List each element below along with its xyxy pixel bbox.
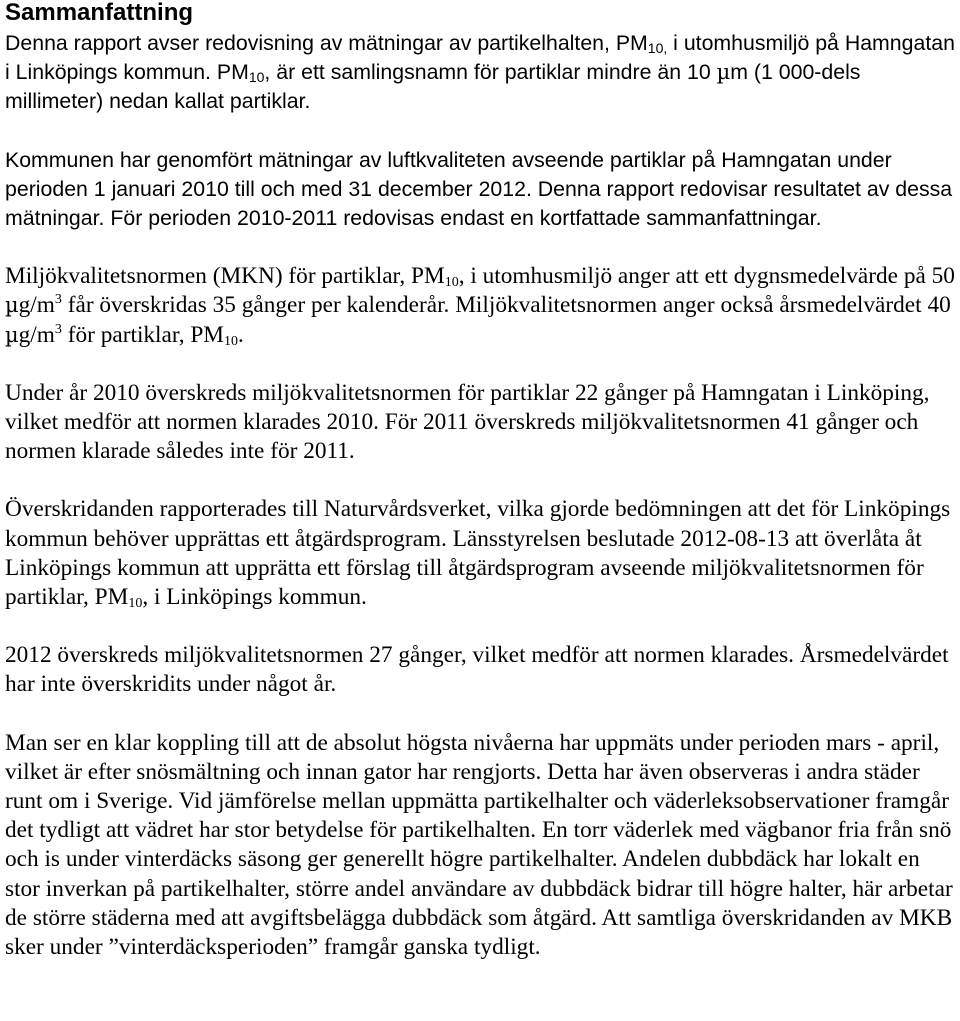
section-heading: Sammanfattning <box>5 0 194 26</box>
intro-text-c: , är ett samlingsnamn för partiklar mindre än 10 <box>264 60 717 85</box>
mkn-text-a: Miljökvalitetsnormen (MKN) för partiklar, PM <box>5 263 445 290</box>
mkn-text-b: , i utomhusmiljö anger att ett dygnsmedelvärde på 50 <box>458 263 955 290</box>
pm10-subscript: 10 <box>128 596 143 612</box>
action-text-a: Överskridanden rapporterades till Naturvårdsverket, vilka gjorde bedömningen att det för Linköpings kommun behöver upprättas ett åtgärdsprogram. Länsstyrelsen beslutade 2012-08-13 att överlåta åt Linköpings kommun att upprätta ett förslag till åtgärdsprogram avseende miljökvalitetsnormen för partiklar, PM <box>5 496 951 611</box>
mkn-text-e: g/m <box>18 321 55 348</box>
mkn-text-g: . <box>238 321 244 348</box>
document-page <box>5 0 955 991</box>
intro-text-a: Denna rapport avser redovisning av mätningar av partikelhalten, PM <box>5 31 648 55</box>
paragraph-seasonal-analysis: Man ser en klar koppling till att de absolut högsta nivåerna har uppmäts under perioden mars - april, vilket är efter snösmältning och innan gator har rengjorts. Detta har även observeras i andra städer runt om i Sverige. Vid jämförelse mellan uppmätta partikelhalter och väderleksobservationer framgår det tydligt att vädret har stor betydelse för partikelhalten. En torr väderlek med vägbanor fria från snö och is under vinterdäcks säsong ger generellt högre partikelhalter. Andelen dubbdäck har lokalt en stor inverkan på partikelhalter, större andel användare av dubbdäck bidrar till högre halter, här arbetar de större städerna med att avgiftsbelägga dubbdäck som åtgärd. Att samtliga överskridanden av MKB sker under ”vinterdäcksperioden” framgår ganska tydligt. <box>5 729 953 961</box>
cubic-superscript: 3 <box>54 321 62 337</box>
intro-text-d: m (1 000-dels millimeter) nedan kallat partiklar. <box>5 60 861 114</box>
intro-text-b: i utomhusmiljö på Hamngatan i Linköpings kommun. PM <box>5 31 955 85</box>
paragraph-measurements: Kommunen har genomfört mätningar av luftkvaliteten avseende partiklar på Hamngatan under perioden 1 januari 2010 till och med 31 december 2012. Denna rapport redovisar resultatet av dessa mätningar. För perioden 2010-2011 redovisas endast en kortfattade sammanfattningar. <box>5 147 953 231</box>
pm10-subscript: 10 <box>444 275 459 291</box>
mkn-text-c: g/m <box>18 292 55 319</box>
paragraph-intro <box>5 29 955 117</box>
micro-symbol: µ <box>5 322 19 347</box>
mkn-text-d: får överskridas 35 gånger per kalenderår. Miljökvalitetsnormen anger också årsmedelvärdet 40 <box>61 292 951 319</box>
micro-symbol: µ <box>716 60 731 85</box>
paragraph-action-program <box>5 495 955 612</box>
paragraph-2012: 2012 överskreds miljökvalitetsnormen 27 gånger, vilket medför att normen klarades. Årsmedelvärdet har inte överskridits under något år. <box>5 642 949 698</box>
paragraph-2010-2011: Under år 2010 överskreds miljökvalitetsnormen för partiklar 22 gånger på Hamngatan i Linköping, vilket medför att normen klarades 2010. För 2011 överskreds miljökvalitetsnormen 41 gånger och normen klarade således inte för 2011. <box>5 379 930 465</box>
micro-symbol: µ <box>5 293 19 318</box>
pm10-subscript: 10 <box>248 69 265 86</box>
mkn-text-f: för partiklar, PM <box>61 321 225 348</box>
pm10-subscript: 10 <box>224 333 239 349</box>
pm10-subscript: 10, <box>647 40 668 56</box>
cubic-superscript: 3 <box>54 292 62 308</box>
action-text-b: , i Linköpings kommun. <box>142 584 367 611</box>
paragraph-mkn <box>5 262 955 350</box>
